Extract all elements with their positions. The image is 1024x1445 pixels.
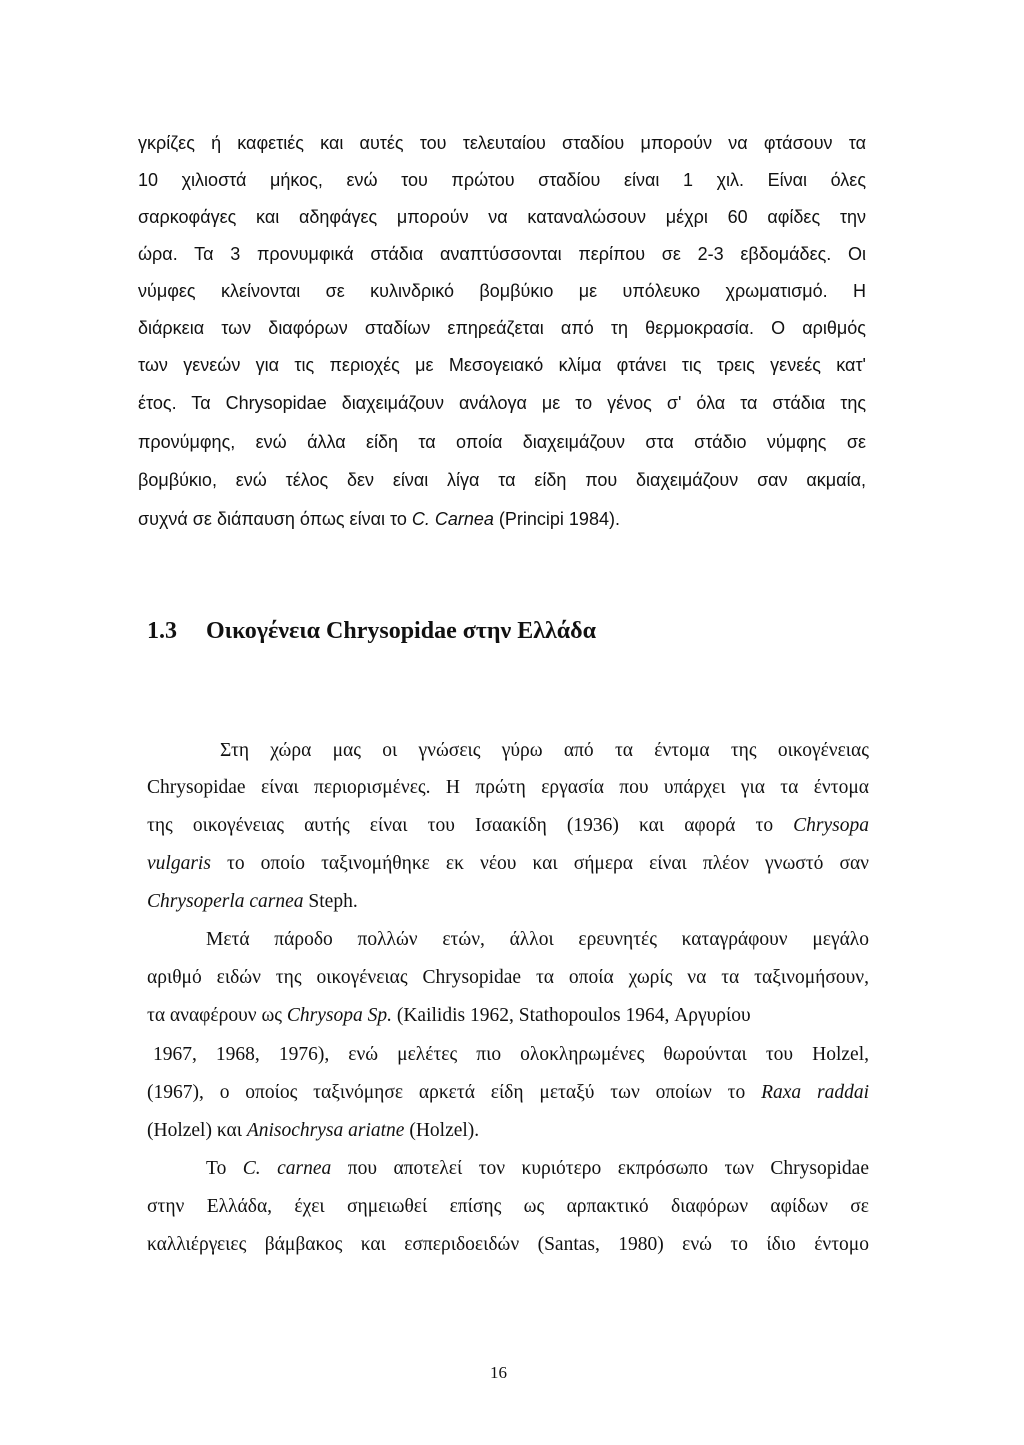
text-run: το οποίο ταξινομήθηκε εκ νέου και σήμερα είναι πλέον γνωστό σαν: [210, 853, 869, 874]
text-run: συχνά σε διάπαυση όπως είναι το: [138, 509, 412, 529]
paragraph-line: Στη χώρα μας οι γνώσεις γύρω από τα έντομα της οικογένειας: [220, 740, 869, 761]
species-name: C. carnea: [242, 1158, 332, 1179]
text-run: Steph.: [303, 891, 358, 912]
paragraph-line: [147, 853, 869, 875]
species-name: vulgaris: [147, 853, 211, 874]
section-heading: [147, 618, 596, 645]
paragraph-line: σαρκοφάγες και αδηφάγες μπορούν να καταναλώσουν μέχρι 60 αφίδες την: [138, 207, 866, 227]
species-name: Chrysopa Sp.: [286, 1005, 392, 1026]
text-run: που αποτελεί τον κυριότερο εκπρόσωπο των Chrysopidae: [331, 1158, 869, 1179]
paragraph-line: καλλιέργειες βάμβακος και εσπεριδοειδών (Santas, 1980) ενώ το ίδιο έντομο: [147, 1234, 869, 1255]
paragraph-line: 10 χιλιοστά μήκος, ενώ του πρώτου σταδίου είναι 1 χιλ. Είναι όλες: [138, 170, 866, 190]
paragraph-line: ώρα. Τα 3 προνυμφικά στάδια αναπτύσσονται περίπου σε 2-3 εβδομάδες. Οι: [138, 244, 866, 264]
species-name: Chrysopa: [793, 815, 869, 836]
paragraph-line: διάρκεια των διαφόρων σταδίων επηρεάζεται από τη θερμοκρασία. Ο αριθμός: [138, 318, 866, 338]
paragraph-line: [147, 891, 358, 913]
page-number: 16: [490, 1363, 507, 1382]
paragraph-line: Μετά πάροδο πολλών ετών, άλλοι ερευνητές καταγράφουν μεγάλο: [206, 929, 869, 950]
species-name: Chrysoperla carnea: [147, 891, 304, 912]
species-name: Raxa raddai: [761, 1082, 869, 1103]
paragraph-line: Chrysopidae είναι περιορισμένες. Η πρώτη εργασία που υπάρχει για τα έντομα: [147, 777, 869, 798]
paragraph-line: αριθμό ειδών της οικογένειας Chrysopidae τα οποία χωρίς να τα ταξινομήσουν,: [147, 967, 869, 988]
paragraph-line: έτος. Τα Chrysopidae διαχειμάζουν ανάλογα με το γένος σ' όλα τα στάδια της: [138, 393, 866, 413]
paragraph-line: [147, 1005, 751, 1027]
text-run: της οικογένειας αυτής είναι του Ισαακίδη (1936) και αφορά το: [147, 815, 794, 836]
paragraph-last-line: [138, 509, 620, 530]
paragraph-line: [147, 815, 869, 837]
paragraph-line: [147, 1082, 869, 1104]
text-run: τα αναφέρουν ως: [147, 1005, 287, 1026]
text-run: Το: [206, 1158, 243, 1179]
text-run: (Holzel) και: [147, 1120, 247, 1141]
section-number: 1.3: [147, 618, 177, 644]
paragraph-line: στην Ελλάδα, έχει σημειωθεί επίσης ως αρπακτικό διαφόρων αφίδων σε: [147, 1196, 869, 1217]
species-name: C. Carnea: [411, 509, 494, 529]
paragraph-line: βομβύκιο, ενώ τέλος δεν είναι λίγα τα είδη που διαχειμάζουν σαν ακμαία,: [138, 470, 866, 490]
section-title: Οικογένεια Chrysopidae στην Ελλάδα: [206, 618, 597, 644]
paragraph-line: 1967, 1968, 1976), ενώ μελέτες πιο ολοκληρωμένες θωρούνται του Holzel,: [153, 1044, 869, 1065]
paragraph-line: [147, 1120, 479, 1142]
paragraph-line: γκρίζες ή καφετιές και αυτές του τελευταίου σταδίου μπορούν να φτάσουν τα: [138, 133, 866, 153]
text-run: (1967), ο οποίος ταξινόμησε αρκετά είδη μεταξύ των οποίων το: [147, 1082, 762, 1103]
citation: (Holzel).: [404, 1120, 480, 1141]
species-name: Anisochrysa ariatne: [246, 1120, 405, 1141]
citation: (Principi 1984).: [493, 509, 620, 529]
citation: (Kailidis 1962, Stathopoulos 1964, Αργυρίου: [391, 1005, 751, 1026]
paragraph-line: νύμφες κλείνονται σε κυλινδρικό βομβύκιο με υπόλευκο χρωματισμό. Η: [138, 281, 866, 301]
paragraph-line: των γενεών για τις περιοχές με Μεσογειακό κλίμα φτάνει τις τρεις γενεές κατ': [138, 355, 866, 375]
paragraph-line: [206, 1158, 869, 1180]
paragraph-line: προνύμφης, ενώ άλλα είδη τα οποία διαχειμάζουν στα στάδιο νύμφης σε: [138, 432, 866, 452]
